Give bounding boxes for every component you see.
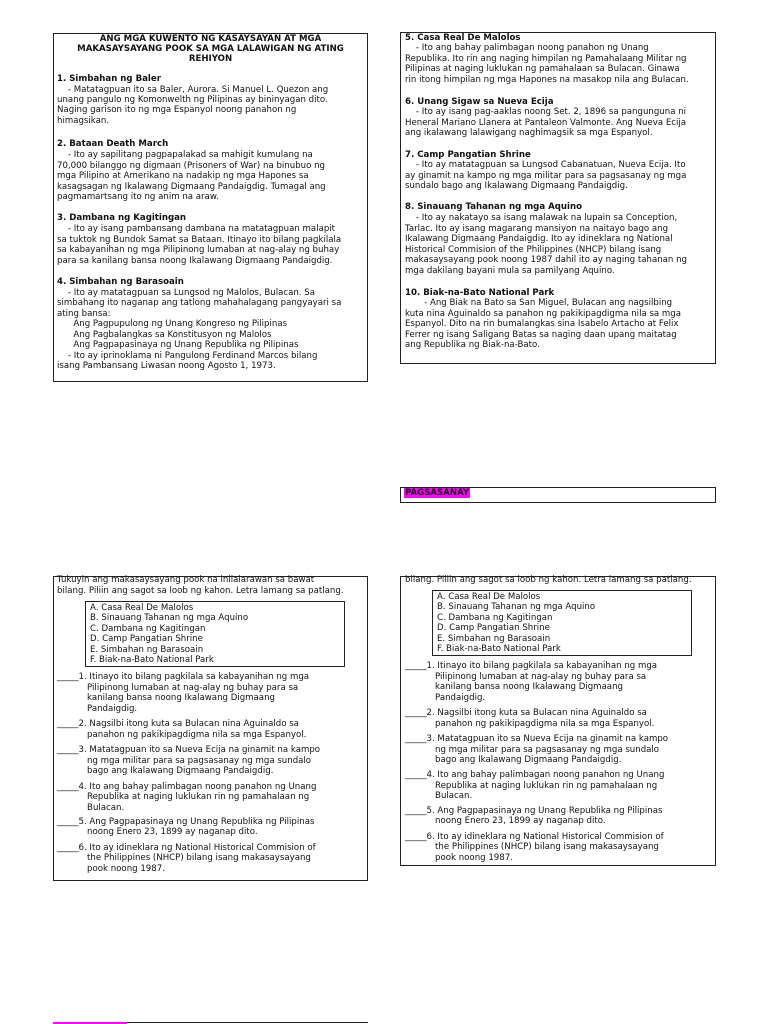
quiz-question-cont: kanilang bansa noong Ikalawang Digmaang <box>57 693 275 703</box>
reading-title-line-1: ANG MGA KUWENTO NG KASAYSAYAN AT MGA <box>99 34 322 44</box>
quiz-question-cont: Pilipinong lumaban at nag-alay ng buhay para sa <box>405 672 647 682</box>
quiz-question[interactable]: _____5. Ang Pagpapasinaya ng Unang Republika ng Pilipinas <box>57 817 315 827</box>
quiz-question[interactable]: _____2. Nagsilbi itong kuta sa Bulacan nina Aguinaldo sa <box>405 708 647 718</box>
quiz-question-cont: Republika at naging luklukan rin ng pamahalaan ng <box>405 781 658 791</box>
quiz-question[interactable]: _____5. Ang Pagpapasinaya ng Unang Republika ng Pilipinas <box>405 806 663 816</box>
quiz-question-cont: bago ang Ikalawang Digmaang Pandaigdig. <box>57 766 274 776</box>
section-text: isang Pambansang Liwasan noong Agosto 1, 1973. <box>57 361 276 371</box>
quiz-question[interactable]: _____6. Ito ay idineklara ng National Historical Commision of <box>57 843 316 853</box>
section-heading: 4. Simbahan ng Barasoain <box>57 277 184 287</box>
section-text: - Ang Biak na Bato sa San Miguel, Bulacan ang nagsilbing <box>405 298 673 308</box>
section-text: sundalo bago ang Ikalawang Digmaang Pandaigdig. <box>405 181 628 191</box>
section-text: mga Pilipino at Amerikano na nadakip ng mga Hapones sa <box>57 171 309 181</box>
section-text: Pilipinas at naging luklukan ng pamahalaan sa Bulacan. Ginawa <box>405 64 680 74</box>
quiz-instructions: bilang. Piliin ang sagot sa loob ng kahon. Letra lamang sa patlang. <box>57 586 344 596</box>
quiz-question[interactable]: _____4. Ito ang bahay palimbagan noong panahon ng Unang <box>405 770 665 780</box>
quiz-question[interactable]: _____6. Ito ay idineklara ng National Historical Commision of <box>405 832 664 842</box>
quiz-question-cont: noong Enero 23, 1899 ay naganap dito. <box>57 827 258 837</box>
section-text: - Ito ay nakatayo sa isang malawak na lupain sa Conception, <box>405 213 678 223</box>
section-text: - Matatagpuan ito sa Baler, Aurora. Si Manuel L. Quezon ang <box>57 85 329 95</box>
quiz-question-cont: ng mga militar para sa pagsasanay ng mga sundalo <box>405 745 660 755</box>
section-text: rin itong himpilan ng mga Hapones na masakop nila ang Bulacan. <box>405 75 689 85</box>
section-heading: 10. Biak-na-Bato National Park <box>405 288 555 298</box>
choice-item: D. Camp Pangatian Shrine <box>90 634 203 644</box>
quiz-question[interactable]: _____1. Itinayo ito bilang pagkilala sa kabayanihan ng mga <box>57 672 310 682</box>
section-text: kasagsagan ng Ikalawang Digmaang Pandaigdig. Tumagal ang <box>57 182 326 192</box>
quiz-question-cont: Pilipinong lumaban at nag-alay ng buhay para sa <box>57 683 299 693</box>
section-text: sa tuktok ng Bundok Samat sa Bataan. Itinayo ito bilang pagkilala <box>57 235 342 245</box>
section-text: para sa kanilang bansa noong Ikalawang Digmaang Pandaigdig. <box>57 256 333 266</box>
section-text: mga dakilang bayani mula sa pamilyang Aquino. <box>405 266 615 276</box>
pagsasanay-heading: PAGSASANAY <box>405 488 470 498</box>
section-text: Ang Pagbalangkas sa Konstitusyon ng Malolos <box>57 330 272 340</box>
quiz-question-cont: Pandaigdig. <box>405 693 486 703</box>
section-text: himagsikan. <box>57 116 110 126</box>
section-heading: 6. Unang Sigaw sa Nueva Ecija <box>405 97 554 107</box>
quiz-question-cont: ng mga militar para sa pagsasanay ng mga sundalo <box>57 756 312 766</box>
section-text: - Ito ay isang pag-aaklas noong Set. 2, 1896 sa pangunguna ni <box>405 107 687 117</box>
quiz-question-cont: Pandaigdig. <box>57 704 138 714</box>
section-text: Heneral Mariano Llanera at Pantaleon Valmonte. Ang Nueva Ecija <box>405 118 687 128</box>
section-text: 70,000 bilanggo ng digmaan (Prisoners of War) na binubuo ng <box>57 161 325 171</box>
choice-item: A. Casa Real De Malolos <box>90 603 194 613</box>
section-text: ang Republika ng Biak-na-Bato. <box>405 340 540 350</box>
section-text: - Ito ay matatagpuan sa Lungsod ng Malolos, Bulacan. Sa <box>57 288 315 298</box>
choice-item: C. Dambana ng Kagitingan <box>90 624 206 634</box>
quiz-question[interactable]: _____3. Matatagpuan ito sa Nueva Ecija na ginamit na kampo <box>57 745 321 755</box>
choice-item: E. Simbahan ng Barasoain <box>437 634 551 644</box>
quiz-question-cont: kanilang bansa noong Ikalawang Digmaang <box>405 682 623 692</box>
section-text: Ferrer ng isang Saligang Batas sa naging daan upang maitatag <box>405 330 677 340</box>
section-heading: 1. Simbahan ng Baler <box>57 74 161 84</box>
section-text: - Ito ay matatagpuan sa Lungsod Cabanatuan, Nueva Ecija. Ito <box>405 160 686 170</box>
section-text: Historical Commision of the Philippines (NHCP) bilang isang <box>405 245 662 255</box>
section-text: Ikalawang Digmaang Pandaigdig. Ito ay idineklara ng National <box>405 234 673 244</box>
section-text: makasaysayang pook noong 1987 dahil ito ay naging tahanan ng <box>405 255 687 265</box>
quiz-question-cont: panahon ng pakikipagdigma nila sa mga Espanyol. <box>57 730 307 740</box>
quiz-question-cont: bago ang Ikalawang Digmaang Pandaigdig. <box>405 755 622 765</box>
quiz-question-cont: pook noong 1987. <box>57 864 165 874</box>
section-text: sa kabayanihan ng mga Pilipinong lumaban at nag-alay ng buhay <box>57 245 340 255</box>
next-page-box-edge <box>127 1022 368 1023</box>
choice-item: D. Camp Pangatian Shrine <box>437 623 550 633</box>
section-text: Espanyol. Dito na rin bumalangkas sina Isabelo Artacho at Felix <box>405 319 679 329</box>
section-text: - Ito ay sapilitang pagpapalakad sa mahigit kumulang na <box>57 150 313 160</box>
quiz-question[interactable]: _____3. Matatagpuan ito sa Nueva Ecija na ginamit na kampo <box>405 734 669 744</box>
quiz-question-cont: Bulacan. <box>57 803 125 813</box>
section-text: Ang Pagpupulong ng Unang Kongreso ng Pilipinas <box>57 319 288 329</box>
section-text: Tarlac. Ito ay isang magarang mansiyon na naitayo bago ang <box>405 224 669 234</box>
choice-item: F. Biak-na-Bato National Park <box>90 655 214 665</box>
choice-item: C. Dambana ng Kagitingan <box>437 613 553 623</box>
choice-item: B. Sinauang Tahanan ng mga Aquino <box>437 602 596 612</box>
section-text: unang pangulo ng Komonwelth ng Pilipinas ay bininyagan dito. <box>57 95 328 105</box>
section-heading: 2. Bataan Death March <box>57 139 169 149</box>
section-heading: 5. Casa Real De Malolos <box>405 33 521 43</box>
section-heading: 3. Dambana ng Kagitingan <box>57 213 187 223</box>
section-text: ay ginamit na kampo ng mga militar para sa pagsasanay ng mga <box>405 171 687 181</box>
quiz-question-cont: Republika at naging luklukan rin ng pamahalaan ng <box>57 792 310 802</box>
quiz-question-cont: panahon ng pakikipagdigma nila sa mga Espanyol. <box>405 719 655 729</box>
section-text: - Ito ay iprinoklama ni Pangulong Ferdinand Marcos bilang <box>57 351 318 361</box>
section-text: kuta nina Aguinaldo sa panahon ng pakikipagdigma nila sa mga <box>405 309 682 319</box>
section-text: ang ikalawang lalawigang naghimagsik sa mga Espanyol. <box>405 128 653 138</box>
choice-item: E. Simbahan ng Barasoain <box>90 645 204 655</box>
quiz-instructions: Tukuyin ang makasaysayang pook na inilalarawan sa bawat <box>57 575 315 585</box>
section-text: - Ito ang bahay palimbagan noong panahon ng Unang <box>405 43 649 53</box>
choice-item: A. Casa Real De Malolos <box>437 592 541 602</box>
section-text: ating bansa: <box>57 309 111 319</box>
quiz-question[interactable]: _____2. Nagsilbi itong kuta sa Bulacan nina Aguinaldo sa <box>57 719 299 729</box>
section-heading: 7. Camp Pangatian Shrine <box>405 150 531 160</box>
section-text: Republika. Ito rin ang naging himpilan ng Pamahalaang Militar ng <box>405 54 687 64</box>
reading-title-line-2: MAKASAYSAYANG POOK SA MGA LALAWIGAN NG ATING <box>77 44 344 54</box>
section-text: Ang Pagpapasinaya ng Unang Republika ng Pilipinas <box>57 340 299 350</box>
choice-item: F. Biak-na-Bato National Park <box>437 644 561 654</box>
quiz-question-cont: noong Enero 23, 1899 ay naganap dito. <box>405 816 606 826</box>
reading-title-line-3: REHIYON <box>188 54 233 64</box>
choice-item: B. Sinauang Tahanan ng mga Aquino <box>90 613 249 623</box>
quiz-question-cont: pook noong 1987. <box>405 853 513 863</box>
section-text: simbahang ito naganap ang tatlong mahahalagang pangyayari sa <box>57 298 342 308</box>
section-text: - Ito ay isang pambansang dambana na matatagpuan malapit <box>57 224 336 234</box>
quiz-question[interactable]: _____4. Ito ang bahay palimbagan noong panahon ng Unang <box>57 782 317 792</box>
section-text: pagmamartsang ito ng anim na araw. <box>57 192 219 202</box>
section-heading: 8. Sinauang Tahanan ng mga Aquino <box>405 202 583 212</box>
quiz-question[interactable]: _____1. Itinayo ito bilang pagkilala sa kabayanihan ng mga <box>405 661 658 671</box>
quiz-instructions: bilang. Piliin ang sagot sa loob ng kahon. Letra lamang sa patlang. <box>405 575 692 585</box>
quiz-question-cont: the Philippines (NHCP) bilang isang makasaysayang <box>57 853 311 863</box>
section-text: Naging garison ito ng mga Espanyol noong panahon ng <box>57 105 297 115</box>
quiz-question-cont: Bulacan. <box>405 791 473 801</box>
quiz-question-cont: the Philippines (NHCP) bilang isang makasaysayang <box>405 842 659 852</box>
